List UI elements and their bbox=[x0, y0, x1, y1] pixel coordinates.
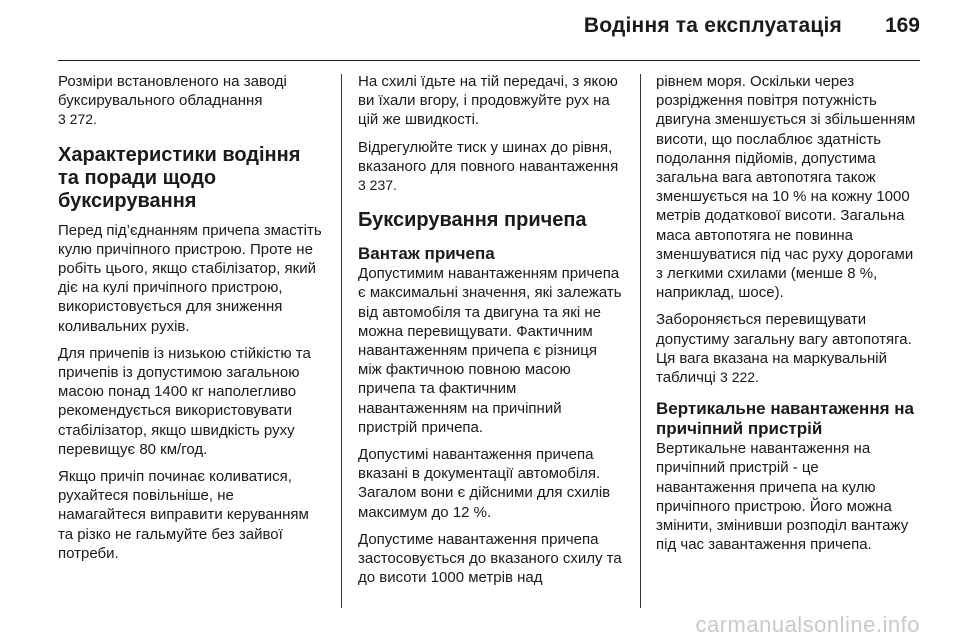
page-number: 169 bbox=[884, 14, 920, 37]
header-rule bbox=[58, 60, 920, 61]
paragraph-text: Забороняється перевищувати допустиму загальну вагу автопотяга. Ця вага вказана на маркувальній табличці bbox=[656, 311, 912, 387]
paragraph bbox=[58, 72, 322, 130]
paragraph: На схилі їдьте на тій передачі, з якою ви їхали вгору, і продовжуйте рух на цій же швидкості. bbox=[358, 73, 618, 129]
paragraph-text: Розміри встановленого на заводі буксирувального обладнання bbox=[58, 73, 287, 110]
subsection-heading: Вертикальне навантаження на причіпний пристрій bbox=[656, 399, 914, 439]
paragraph: рівнем моря. Оскільки через розрідження повітря потужність двигуна зменшується зі збільшенням висоти, що послаблює здатність подолання підйомів, допустима загальна вага автопотяга також зменшується на 10 % на кожну 1000 метрів додаткової висоти. Загальна маса автопотяга не повинна зменшуватися під час руху дорогами з легкими схилами (менше 8 %, наприклад, шосе). bbox=[656, 73, 916, 302]
paragraph bbox=[656, 310, 920, 387]
column-1 bbox=[58, 72, 322, 571]
page-header bbox=[0, 0, 960, 62]
column-divider-2 bbox=[640, 74, 641, 608]
paragraph: Для причепів із низькою стійкістю та причепів із допустимою загальною масою понад 1400 кг наполегливо рекомендується використовувати стабілізатор, якщо швидкість руху перевищує 80 км/год. bbox=[58, 344, 311, 458]
paragraph: Якщо причіп починає коливатися, рухайтеся повільніше, не намагайтеся виправити керуванням та різко не гальмуйте без зайвої потреби. bbox=[58, 468, 309, 562]
column-divider-1 bbox=[341, 74, 342, 608]
page-reference: 3 237. bbox=[358, 177, 397, 194]
subsection-heading: Вантаж причепа bbox=[358, 244, 495, 264]
page-reference: 3 272. bbox=[58, 111, 97, 128]
paragraph: Перед під’єднанням причепа змастіть кулю причіпного пристрою. Проте не робіть цього, якщо стабілізатор, який діє на кулі причіпного пристрою, використовується для зниження коливальних рухів. bbox=[58, 221, 322, 335]
paragraph bbox=[358, 138, 622, 196]
section-heading: Характеристики водіння та поради щодо буксирування bbox=[58, 143, 301, 212]
paragraph: Допустимим навантаженням причепа є максимальні значення, які залежать від автомобіля та двигуна та які не можна перевищувати. Фактичним навантаженням причепа є різниця між фактичною повною масою причепа та фактичним навантаженням на причіпний пристрій причепа. bbox=[358, 265, 622, 436]
column-2 bbox=[358, 72, 622, 595]
paragraph: Вертикальне навантаження на причіпний пристрій - це навантаження причепа на кулю причіпного пристрою. Його можна змінити, змінивши розподіл вантажу під час завантаження причепа. bbox=[656, 440, 909, 554]
paragraph: Допустимі навантаження причепа вказані в документації автомобіля. Загалом вони є дійсними для схилів максимум до 12 %. bbox=[358, 446, 611, 521]
page-reference: 3 222. bbox=[720, 369, 759, 386]
watermark-text: carmanualsonline.info bbox=[695, 612, 920, 637]
paragraph: Допустиме навантаження причепа застосовується до вказаного схилу та до висоти 1000 метрів над bbox=[358, 530, 622, 587]
chapter-title: Водіння та експлуатація bbox=[583, 14, 842, 37]
paragraph-text: Відрегулюйте тиск у шинах до рівня, вказаного для повного навантаження bbox=[358, 138, 619, 175]
column-3 bbox=[656, 72, 920, 562]
section-heading: Буксирування причепа bbox=[358, 209, 587, 232]
